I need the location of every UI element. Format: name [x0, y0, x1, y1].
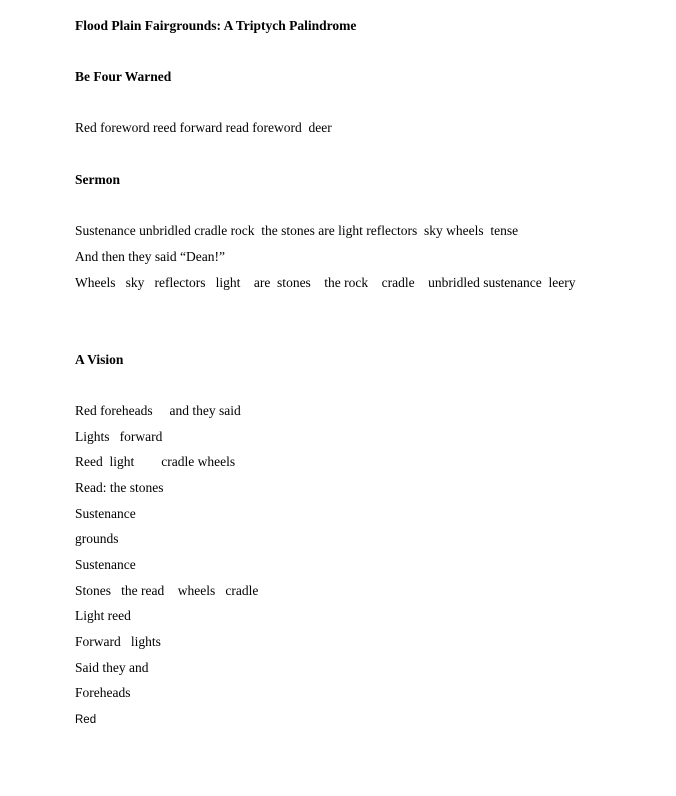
- poem-line: Sustenance: [75, 506, 136, 521]
- poem-line: Red foreheads and they said: [75, 403, 241, 418]
- poem-line: Forward lights: [75, 634, 161, 649]
- poem-line: Light reed: [75, 608, 131, 623]
- poem-line: And then they said “Dean!”: [75, 249, 225, 264]
- poem-line: Lights forward: [75, 429, 163, 444]
- section-heading-sermon: Sermon: [75, 172, 120, 187]
- poem-line: Sustenance unbridled cradle rock the stones are light reflectors sky wheels tense: [75, 223, 519, 238]
- poem-line: Stones the read wheels cradle: [75, 583, 259, 598]
- poem-line: Said they and: [75, 660, 149, 675]
- section-heading-a-vision: A Vision: [75, 352, 124, 367]
- poem-line: Red: [75, 714, 97, 726]
- poem-line: Sustenance: [75, 557, 136, 572]
- document-title: Flood Plain Fairgrounds: A Triptych Palindrome: [75, 18, 357, 33]
- poem-line: Reed light cradle wheels: [75, 454, 236, 469]
- section-heading-be-four-warned: Be Four Warned: [75, 69, 172, 84]
- poem-line: Red foreword reed forward read foreword deer: [75, 120, 332, 135]
- poem-line: Read: the stones: [75, 480, 164, 495]
- poem-line: grounds: [75, 531, 119, 546]
- poem-line: Foreheads: [75, 685, 131, 700]
- poem-line: Wheels sky reflectors light are stones the rock cradle unbridled sustenance leery: [75, 275, 576, 290]
